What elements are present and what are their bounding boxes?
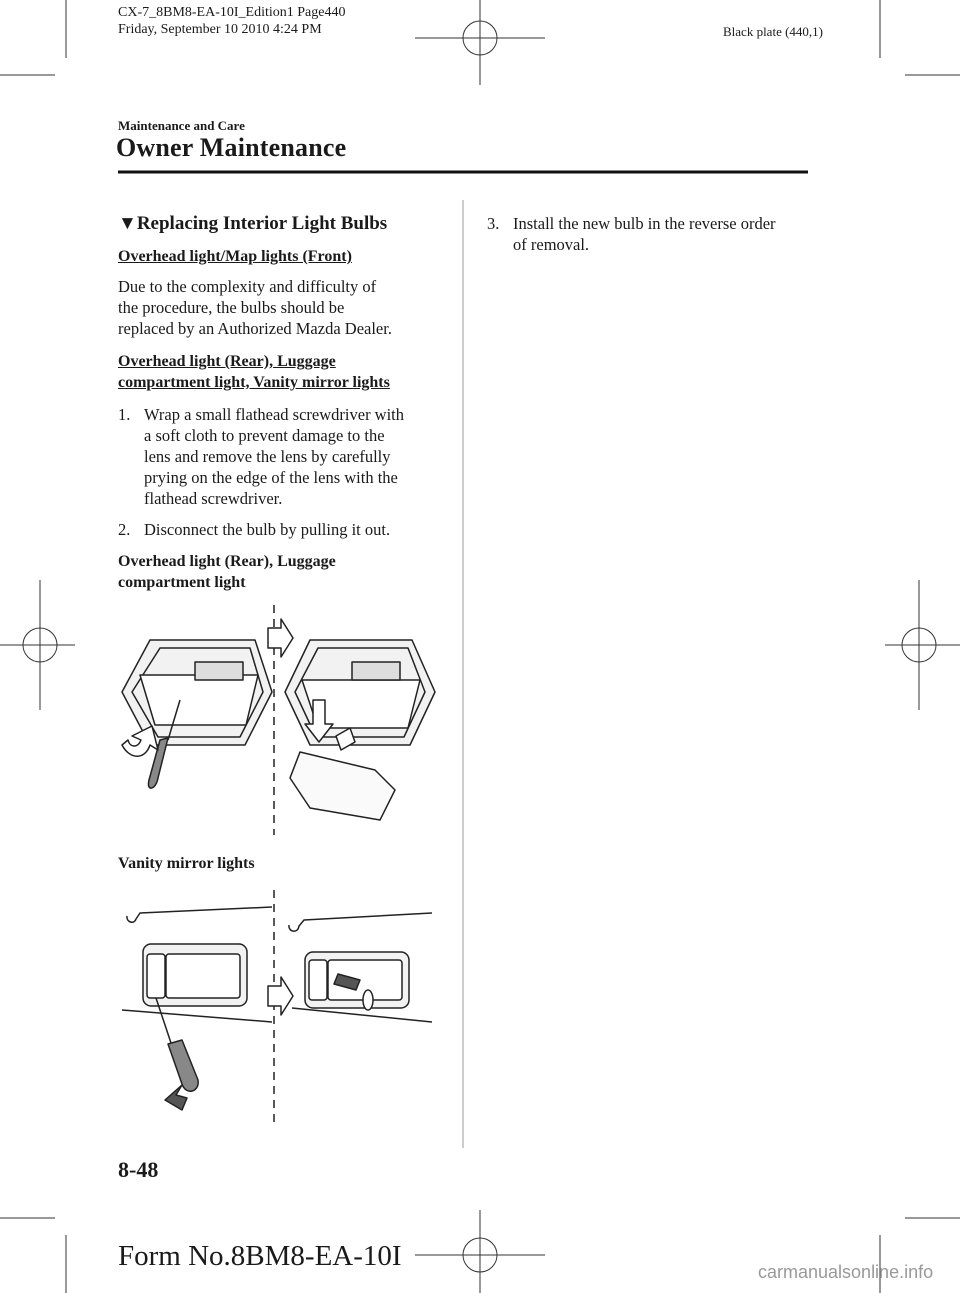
- step-text: Install the new bulb in the reverse order of removal.: [513, 214, 776, 254]
- subhead-rear-line2: compartment light, Vanity mirror lights: [118, 374, 390, 391]
- step-text: Disconnect the bulb by pulling it out.: [144, 520, 391, 539]
- heading-marker-icon: ▼: [118, 213, 137, 234]
- step-3: [487, 213, 817, 263]
- page-title: Owner Maintenance: [116, 133, 347, 162]
- print-file-line: CX-7_8BM8-EA-10I_Edition1 Page440: [118, 5, 346, 20]
- step-text: Wrap a small flathead screwdriver with a soft cloth to prevent damage to the lens and remove the lens by carefully prying on the edge of the lens with the flathead screwdriver.: [144, 405, 405, 508]
- subhead-front: Overhead light/Map lights (Front): [118, 248, 352, 265]
- figure-label-overhead-line2: compartment light: [118, 574, 246, 591]
- watermark: carmanualsonline.info: [758, 1262, 934, 1282]
- form-number: Form No.8BM8-EA-10I: [118, 1240, 402, 1272]
- plate-label: Black plate (440,1): [723, 24, 823, 39]
- heading-text: Replacing Interior Light Bulbs: [136, 213, 388, 234]
- front-paragraph: Due to the complexity and difficulty of the procedure, the bulbs should be replaced by an Authorized Mazda Dealer.: [118, 277, 392, 338]
- figure-label-vanity: Vanity mirror lights: [118, 855, 255, 872]
- section-label: Maintenance and Care: [118, 118, 245, 133]
- page-number: 8-48: [118, 1157, 159, 1182]
- step-number: 1.: [118, 405, 131, 424]
- print-date-line: Friday, September 10 2010 4:24 PM: [118, 22, 322, 37]
- subhead-rear-line1: Overhead light (Rear), Luggage: [118, 353, 336, 370]
- step-number: 2.: [118, 520, 131, 539]
- figure-label-overhead-line1: Overhead light (Rear), Luggage: [118, 553, 336, 570]
- step-number: 3.: [487, 214, 500, 233]
